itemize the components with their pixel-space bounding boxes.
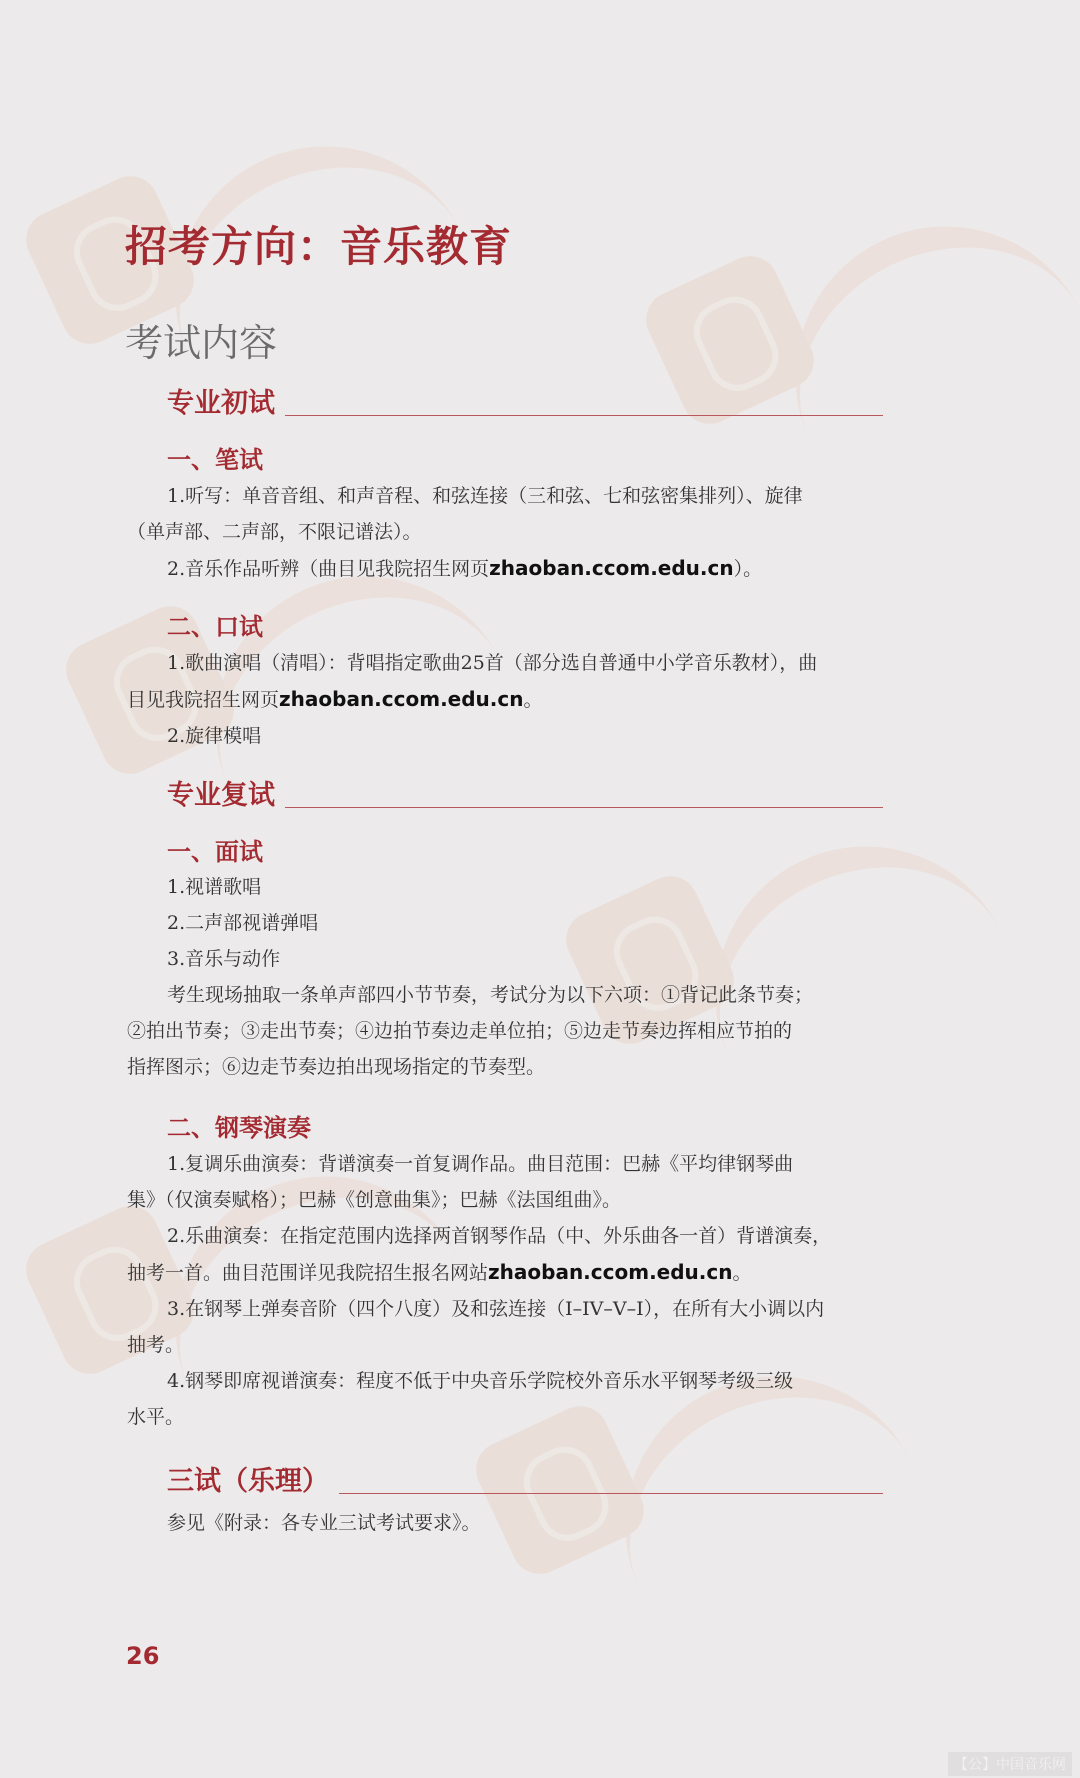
piano-item-4-cont: 水平。 [127, 1406, 185, 1428]
written-item-2: 2.音乐作品听辨（曲目见我院招生网页zhaoban.ccom.edu.cn）。 [167, 556, 763, 580]
prelim-heading [167, 380, 883, 420]
interview-item-2: 2.二声部视谱弹唱 [167, 912, 319, 934]
watermark-seal [660, 230, 1080, 490]
heading-rule [285, 807, 883, 808]
piano-item-2-cont: 抽考一首。曲目范围详见我院招生报名网站zhaoban.ccom.edu.cn。 [127, 1260, 752, 1284]
interview-item-4-cont: 指挥图示；⑥边走节奏边拍出现场指定的节奏型。 [127, 1056, 546, 1078]
admissions-url: zhaoban.ccom.edu.cn [489, 556, 734, 580]
interview-item-1: 1.视谱歌唱 [167, 876, 262, 898]
piano-item-3-cont: 抽考。 [127, 1334, 185, 1356]
admissions-url: zhaoban.ccom.edu.cn [488, 1260, 733, 1284]
piano-items [127, 1146, 887, 1435]
piano-item-3: 3.在钢琴上弹奏音阶（四个八度）及和弦连接（I–IV–V–I），在所有大小调以内 [167, 1298, 825, 1320]
written-item-1-cont: （单声部、二声部，不限记谱法）。 [127, 521, 422, 543]
oral-item-1-cont: 目见我院招生网页zhaoban.ccom.edu.cn。 [127, 687, 543, 711]
oral-item-1: 1.歌曲演唱（清唱）：背唱指定歌曲25首（部分选自普通中小学音乐教材），曲 [167, 652, 818, 674]
admissions-url: zhaoban.ccom.edu.cn [279, 687, 524, 711]
section-heading: 考试内容 [125, 321, 278, 365]
retest-label: 专业复试 [167, 780, 275, 811]
interview-subheading: 一、面试 [167, 838, 263, 866]
interview-items [127, 869, 887, 1085]
heading-rule [339, 1493, 883, 1494]
interview-item-4: 考生现场抽取一条单声部四小节节奏，考试分为以下六项：①背记此条节奏； [167, 984, 814, 1006]
third-heading [167, 1458, 883, 1498]
written-items [127, 478, 887, 587]
written-subheading: 一、笔试 [167, 446, 263, 474]
oral-subheading: 二、口试 [167, 613, 263, 641]
corner-watermark: 【公】中国音乐网 [948, 1752, 1072, 1776]
third-label: 三试（乐理） [167, 1466, 329, 1497]
retest-heading [167, 772, 883, 812]
oral-item-2: 2.旋律模唱 [167, 725, 262, 747]
written-item-1: 1.听写：单音音组、和声音程、和弦连接（三和弦、七和弦密集排列）、旋律 [167, 485, 803, 507]
piano-item-2: 2.乐曲演奏：在指定范围内选择两首钢琴作品（中、外乐曲各一首）背谱演奏， [167, 1225, 832, 1247]
page-title: 招考方向：音乐教育 [125, 222, 513, 271]
third-text-line: 参见《附录：各专业三试考试要求》。 [167, 1512, 481, 1534]
watermark-seal [40, 150, 460, 410]
heading-rule [285, 415, 883, 416]
piano-subheading: 二、钢琴演奏 [167, 1114, 311, 1142]
prelim-label: 专业初试 [167, 388, 275, 419]
interview-item-3: 3.音乐与动作 [167, 948, 281, 970]
piano-item-4: 4.钢琴即席视谱演奏：程度不低于中央音乐学院校外音乐水平钢琴考级三级 [167, 1370, 794, 1392]
piano-item-1-cont: 集》（仅演奏赋格）；巴赫《创意曲集》；巴赫《法国组曲》。 [127, 1189, 622, 1211]
page-number: 26 [126, 1642, 160, 1670]
interview-item-4-cont: ②拍出节奏；③走出节奏；④边拍节奏边走单位拍；⑤边走节奏边挥相应节拍的 [127, 1020, 793, 1042]
oral-items [127, 645, 887, 754]
third-text [127, 1505, 887, 1541]
piano-item-1: 1.复调乐曲演奏：背谱演奏一首复调作品。曲目范围：巴赫《平均律钢琴曲 [167, 1153, 794, 1175]
